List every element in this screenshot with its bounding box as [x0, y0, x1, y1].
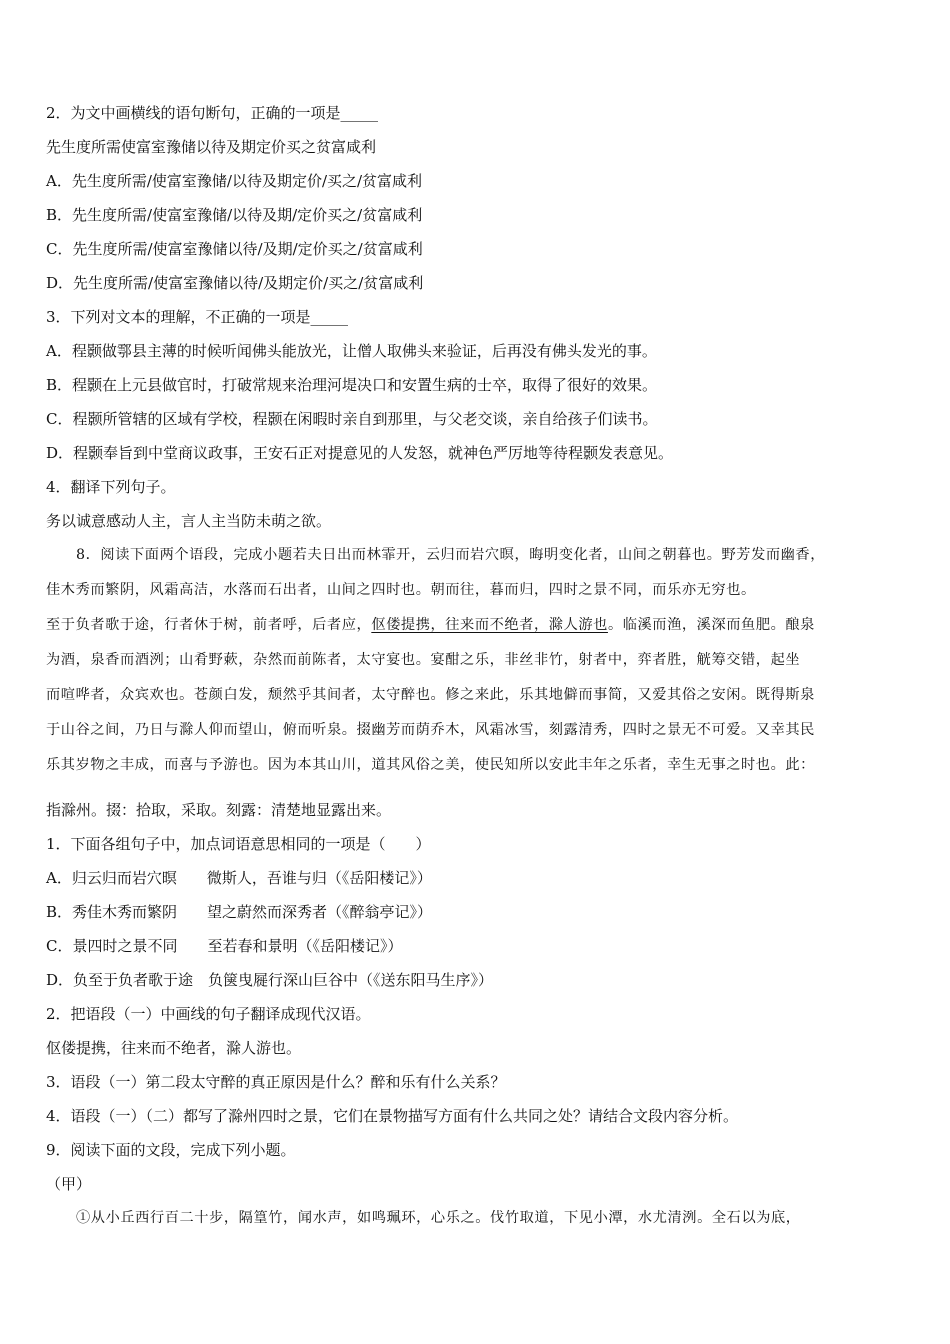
sub1-option-c: C．景四时之景不同 至若春和景明（《岳阳楼记》） [46, 937, 403, 955]
passage8-line-5: 而喧哗者，众宾欢也。苍颜白发，颓然乎其间者，太守醉也。修之来此，乐其地僻而事简，又爱其俗之安闲。既得斯泉 [46, 687, 815, 703]
passage8-line-1: 8．阅读下面两个语段，完成小题若夫日出而林霏开，云归而岩穴暝，晦明变化者，山间之朝暮也。野芳发而幽香， [76, 547, 826, 563]
passage8-line-3 [46, 615, 815, 635]
passage8-line-2: 佳木秀而繁阴，风霜高洁，水落而石出者，山间之四时也。朝而往，暮而归，四时之景不同，而乐亦无穷也。 [46, 582, 756, 598]
passage8-line-6: 于山谷之间，乃日与滁人仰而望山，俯而听泉。掇幽芳而荫乔木，风霜冰雪，刻露清秀，四时之景无不可爱。又幸其民 [46, 722, 815, 738]
sub1-option-b: B．秀佳木秀而繁阴 望之蔚然而深秀者（《醉翁亭记》） [46, 903, 433, 921]
sub2-sentence: 伛偻提携，往来而不绝者，滁人游也。 [46, 1039, 302, 1057]
q3-option-d: D．程颢奉旨到中堂商议政事，王安石正对提意见的人发怒，就神色严厉地等待程颢发表意见。 [46, 444, 674, 462]
q2-stem: 2．为文中画横线的语句断句，正确的一项是_____ [46, 104, 379, 122]
q3-option-c: C．程颢所管辖的区域有学校，程颢在闲暇时亲自到那里，与父老交谈，亲自给孩子们读书。 [46, 410, 658, 428]
passage8-line-3-post: 。临溪而渔，溪深而鱼肥。酿泉 [607, 617, 815, 633]
q2-option-c: C．先生度所需/使富室豫储以待/及期/定价买之/贫富咸利 [46, 240, 423, 258]
sub1-stem: 1．下面各组句子中，加点词语意思相同的一项是（ ） [46, 835, 431, 853]
q2-source-sentence: 先生度所需使富室豫储以待及期定价买之贫富咸利 [46, 138, 377, 156]
passage8-notes: 指滁州。掇：拾取，采取。刻露：清楚地显露出来。 [46, 801, 392, 819]
q3-option-b: B．程颢在上元县做官时，打破常规来治理河堤决口和安置生病的士卒，取得了很好的效果。 [46, 376, 658, 394]
sub2-stem: 2．把语段（一）中画线的句子翻译成现代汉语。 [46, 1005, 371, 1023]
passage-jia-label: （甲） [46, 1175, 92, 1193]
sub1-option-d: D．负至于负者歌于途 负箧曳屣行深山巨谷中（《送东阳马生序》） [46, 971, 494, 989]
passage8-line-7: 乐其岁物之丰成，而喜与予游也。因为本其山川，道其风俗之美，使民知所以安此丰年之乐者，幸生无事之时也。此： [46, 757, 815, 773]
q3-stem: 3．下列对文本的理解，不正确的一项是_____ [46, 308, 349, 326]
sub4-stem: 4．语段（一）（二）都写了滁州四时之景，它们在景物描写方面有什么共同之处？请结合文段内容分析。 [46, 1107, 739, 1125]
underlined-sentence: 伛偻提携，往来而不绝者，滁人游也 [371, 617, 608, 633]
q4-stem: 4．翻译下列句子。 [46, 478, 176, 496]
q4-sentence: 务以诚意感动人主，言人主当防未萌之欲。 [46, 512, 332, 530]
sub1-option-a: A．归云归而岩穴暝 微斯人，吾谁与归（《岳阳楼记》） [46, 869, 432, 887]
q2-option-a: A．先生度所需/使富室豫储/以待及期定价/买之/贫富咸利 [46, 172, 423, 190]
passage8-line-3-pre: 至于负者歌于途，行者休于树，前者呼，后者应， [46, 617, 372, 633]
sub3-stem: 3．语段（一）第二段太守醉的真正原因是什么？醉和乐有什么关系？ [46, 1073, 506, 1091]
q2-option-b: B．先生度所需/使富室豫储/以待及期/定价买之/贫富咸利 [46, 206, 423, 224]
passage8-line-4: 为酒，泉香而酒洌；山肴野蔌，杂然而前陈者，太守宴也。宴酣之乐，非丝非竹，射者中，弈者胜，觥筹交错，起坐 [46, 652, 801, 668]
q9-stem: 9．阅读下面的文段，完成下列小题。 [46, 1141, 296, 1159]
passage-jia-line-1: ①从小丘西行百二十步，隔篁竹，闻水声，如鸣珮环，心乐之。伐竹取道，下见小潭，水尤清洌。全石以为底， [76, 1210, 801, 1226]
q2-option-d: D．先生度所需/使富室豫储以待/及期定价/买之/贫富咸利 [46, 274, 424, 292]
q3-option-a: A．程颢做鄠县主薄的时候听闻佛头能放光，让僧人取佛头来验证，后再没有佛头发光的事。 [46, 342, 657, 360]
